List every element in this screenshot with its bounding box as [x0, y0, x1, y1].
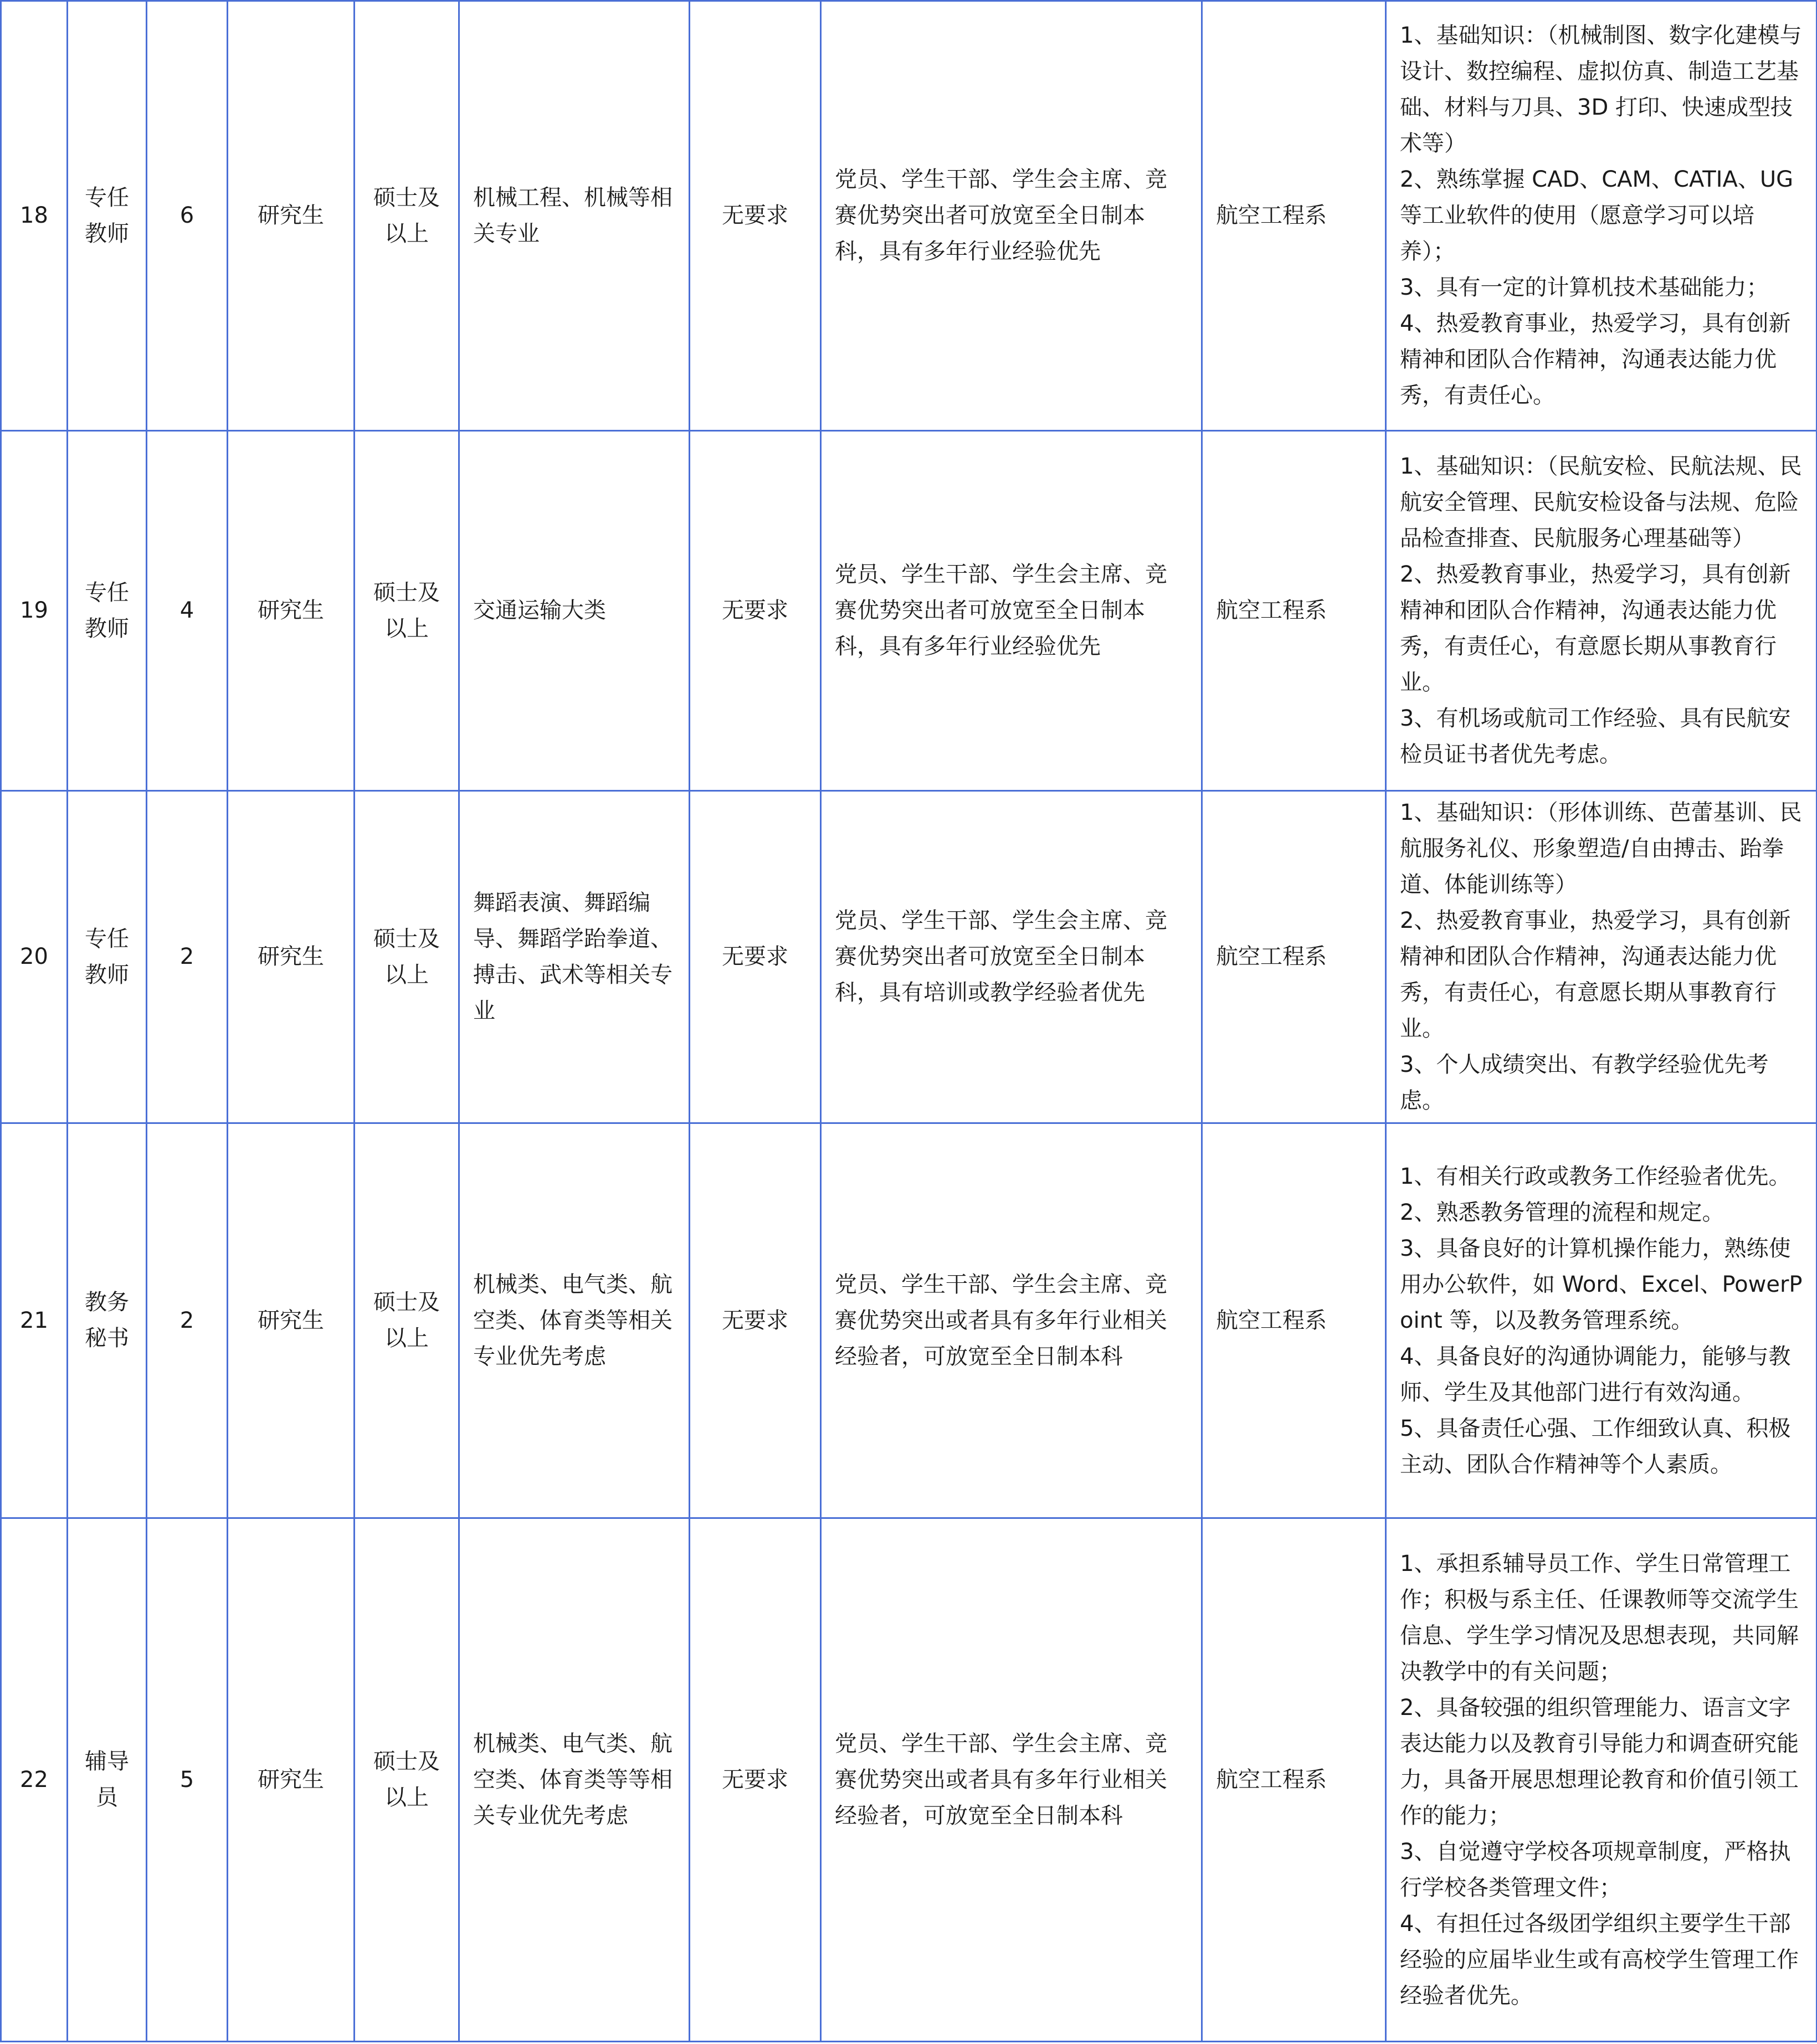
department-cell: 航空工程系: [1202, 1518, 1386, 2042]
degree-line: 以上: [384, 1785, 429, 1810]
degree-line: 以上: [384, 962, 429, 988]
position-line: 教师: [85, 220, 129, 246]
major-cell: 机械类、电气类、航空类、体育类等相关专业优先考虑: [459, 1123, 690, 1518]
other-conditions-cell: 党员、学生干部、学生会主席、竞赛优势突出者可放宽至全日制本科，具有多年行业经验优先: [821, 1, 1202, 431]
requirement-item: 1、基础知识：（机械制图、数字化建模与设计、数控编程、虚拟仿真、制造工艺基础、材料与刀具、3D 打印、快速成型技术等）: [1400, 23, 1802, 156]
position-cell: [68, 791, 147, 1123]
requirement-item: 3、具有一定的计算机技术基础能力；: [1400, 275, 1769, 300]
table-row: [1, 1, 1817, 431]
major-cell: 舞蹈表演、舞蹈编导、舞蹈学跆拳道、搏击、武术等相关专业: [459, 791, 690, 1123]
other-conditions-cell: 党员、学生干部、学生会主席、竞赛优势突出或者具有多年行业相关经验者，可放宽至全日制本科: [821, 1518, 1202, 2042]
position-line: 专任: [85, 184, 129, 210]
degree-cell: [355, 431, 459, 791]
degree-cell: [355, 791, 459, 1123]
experience-cell: 无要求: [690, 1518, 821, 2042]
degree-line: 硕士及: [373, 926, 440, 952]
degree-cell: [355, 1, 459, 431]
requirement-item: 2、熟练掌握 CAD、CAM、CATIA、UG 等工业软件的使用（愿意学习可以培养）；: [1400, 167, 1794, 264]
headcount-cell: 4: [147, 431, 228, 791]
education-cell: 研究生: [228, 791, 355, 1123]
headcount-cell: 5: [147, 1518, 228, 2042]
degree-line: 以上: [384, 615, 429, 641]
row-number: 19: [1, 431, 68, 791]
position-cell: [68, 1, 147, 431]
table-row: [1, 1123, 1817, 1518]
major-cell: 机械工程、机械等相关专业: [459, 1, 690, 431]
experience-cell: 无要求: [690, 1123, 821, 1518]
requirements-cell: [1386, 1518, 1817, 2042]
position-line: 教师: [85, 615, 129, 641]
position-line: 员: [96, 1785, 118, 1810]
headcount-cell: 2: [147, 1123, 228, 1518]
degree-cell: [355, 1123, 459, 1518]
degree-line: 硕士及: [373, 1290, 440, 1315]
position-cell: [68, 1123, 147, 1518]
major-cell: 机械类、电气类、航空类、体育类等等相关专业优先考虑: [459, 1518, 690, 2042]
requirements-cell: [1386, 1, 1817, 431]
degree-line: 硕士及: [373, 579, 440, 605]
requirement-item: 2、具备较强的组织管理能力、语言文字表达能力以及教育引导能力和调查研究能力，具备开展思想理论教育和价值引领工作的能力；: [1400, 1694, 1799, 1829]
row-number: 22: [1, 1518, 68, 2042]
requirement-item: 3、个人成绩突出、有教学经验优先考虑。: [1400, 1052, 1769, 1113]
requirement-item: 1、承担系辅导员工作、学生日常管理工作；积极与系主任、任课教师等交流学生信息、学生学习情况及思想表现，共同解决教学中的有关问题；: [1400, 1550, 1799, 1684]
requirement-item: 4、具备良好的沟通协调能力，能够与教师、学生及其他部门进行有效沟通。: [1400, 1343, 1791, 1405]
requirements-cell: [1386, 431, 1817, 791]
education-cell: 研究生: [228, 431, 355, 791]
table-row: [1, 431, 1817, 791]
other-conditions-cell: 党员、学生干部、学生会主席、竞赛优势突出或者具有多年行业相关经验者，可放宽至全日制本科: [821, 1123, 1202, 1518]
requirements-cell: [1386, 1123, 1817, 1518]
education-cell: 研究生: [228, 1518, 355, 2042]
degree-line: 硕士及: [373, 1749, 440, 1774]
requirement-item: 2、热爱教育事业，热爱学习，具有创新精神和团队合作精神，沟通表达能力优秀，有责任心，有意愿长期从事教育行业。: [1400, 562, 1791, 695]
row-number: 21: [1, 1123, 68, 1518]
requirement-item: 4、有担任过各级团学组织主要学生干部经验的应届毕业生或有高校学生管理工作经验者优先。: [1400, 1911, 1799, 2009]
requirement-item: 2、熟悉教务管理的流程和规定。: [1400, 1199, 1724, 1225]
position-cell: [68, 431, 147, 791]
major-cell: 交通运输大类: [459, 431, 690, 791]
requirement-item: 1、基础知识：（民航安检、民航法规、民航安全管理、民航安检设备与法规、危险品检查排查、民航服务心理基础等）: [1400, 454, 1802, 551]
table-row: [1, 1518, 1817, 2042]
requirement-item: 3、有机场或航司工作经验、具有民航安检员证书者优先考虑。: [1400, 706, 1791, 767]
requirement-item: 1、基础知识：（形体训练、芭蕾基训、民航服务礼仪、形象塑造/自由搏击、跆拳道、体能训练等）: [1400, 800, 1802, 897]
position-line: 秘书: [85, 1326, 129, 1351]
requirements-cell: [1386, 791, 1817, 1123]
headcount-cell: 2: [147, 791, 228, 1123]
other-conditions-cell: 党员、学生干部、学生会主席、竞赛优势突出者可放宽至全日制本科，具有多年行业经验优先: [821, 431, 1202, 791]
row-number: 18: [1, 1, 68, 431]
position-line: 教务: [85, 1290, 129, 1315]
requirement-item: 4、热爱教育事业，热爱学习，具有创新精神和团队合作精神，沟通表达能力优秀，有责任心。: [1400, 311, 1791, 408]
requirement-item: 1、有相关行政或教务工作经验者优先。: [1400, 1163, 1791, 1189]
position-line: 教师: [85, 962, 129, 988]
experience-cell: 无要求: [690, 1, 821, 431]
position-cell: [68, 1518, 147, 2042]
other-conditions-cell: 党员、学生干部、学生会主席、竞赛优势突出者可放宽至全日制本科，具有培训或教学经验者优先: [821, 791, 1202, 1123]
experience-cell: 无要求: [690, 431, 821, 791]
position-line: 专任: [85, 579, 129, 605]
headcount-cell: 6: [147, 1, 228, 431]
department-cell: 航空工程系: [1202, 791, 1386, 1123]
degree-cell: [355, 1518, 459, 2042]
position-line: 辅导: [85, 1749, 129, 1774]
table-row: [1, 791, 1817, 1123]
requirement-item: 5、具备责任心强、工作细致认真、积极主动、团队合作精神等个人素质。: [1400, 1415, 1791, 1477]
education-cell: 研究生: [228, 1123, 355, 1518]
requirement-item: 2、热爱教育事业，热爱学习，具有创新精神和团队合作精神，沟通表达能力优秀，有责任心，有意愿长期从事教育行业。: [1400, 908, 1791, 1041]
position-line: 专任: [85, 926, 129, 952]
requirement-item: 3、具备良好的计算机操作能力，熟练使用办公软件，如 Word、Excel、PowerPoint 等，以及教务管理系统。: [1400, 1235, 1803, 1333]
degree-line: 以上: [384, 1326, 429, 1351]
row-number: 20: [1, 791, 68, 1123]
requirement-item: 3、自觉遵守学校各项规章制度，严格执行学校各类管理文件；: [1400, 1838, 1791, 1901]
department-cell: 航空工程系: [1202, 1123, 1386, 1518]
degree-line: 硕士及: [373, 184, 440, 210]
experience-cell: 无要求: [690, 791, 821, 1123]
degree-line: 以上: [384, 220, 429, 246]
department-cell: 航空工程系: [1202, 431, 1386, 791]
education-cell: 研究生: [228, 1, 355, 431]
department-cell: 航空工程系: [1202, 1, 1386, 431]
